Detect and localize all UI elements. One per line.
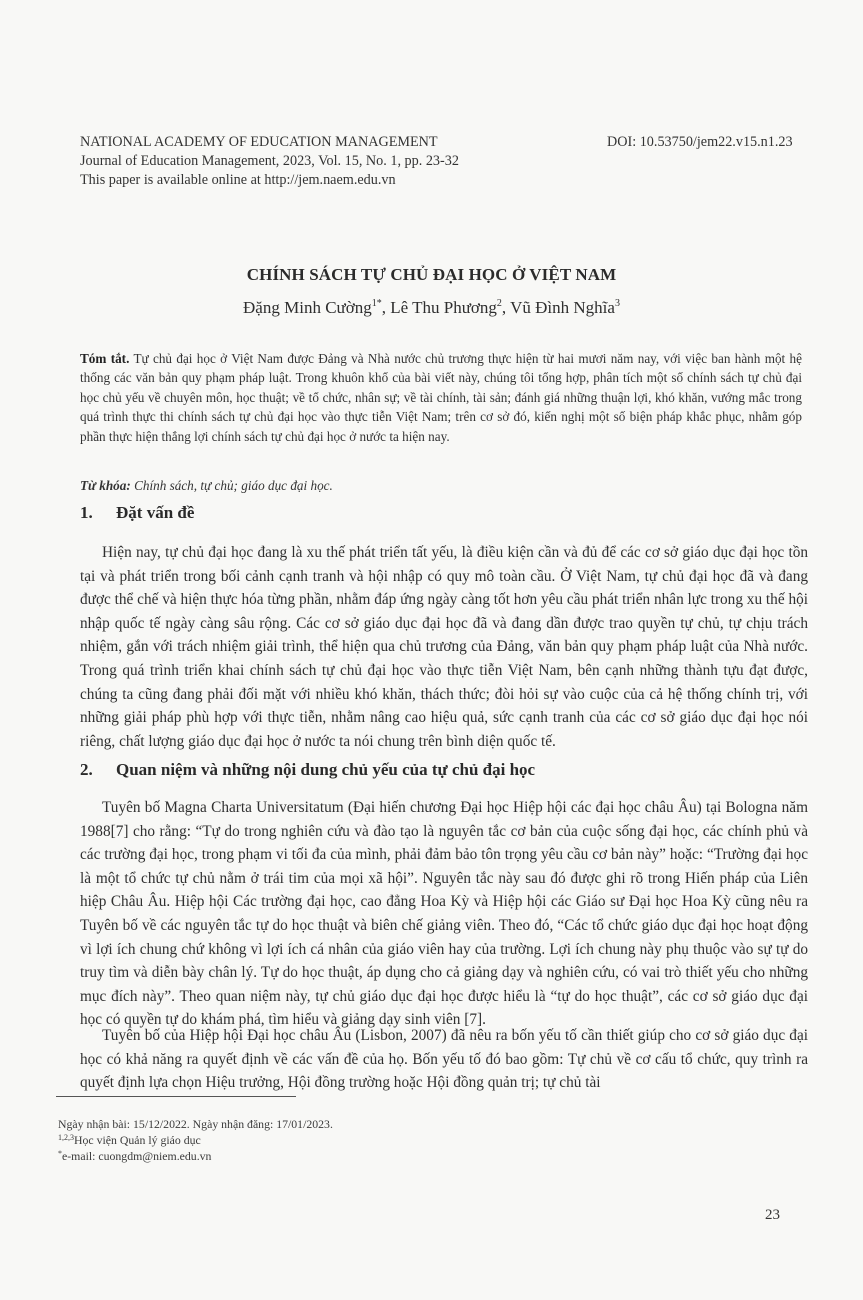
section-heading-2 [80, 760, 535, 780]
email-mark: * [58, 1149, 62, 1158]
footnotes [58, 1116, 333, 1164]
author-name: Lê Thu Phương [390, 298, 497, 317]
author-affiliation-mark: 2 [496, 298, 502, 309]
footnote-divider [56, 1096, 296, 1097]
keywords [80, 478, 333, 494]
affiliation-text: Học viện Quản lý giáo dục [74, 1133, 201, 1147]
section-title: Quan niệm và những nội dung chủ yếu của tự chủ đại học [116, 760, 536, 779]
section-number: 1. [80, 503, 93, 522]
doi: DOI: 10.53750/jem22.v15.n1.23 [607, 134, 793, 150]
section-heading-1 [80, 503, 194, 523]
article-title: CHÍNH SÁCH TỰ CHỦ ĐẠI HỌC Ở VIỆT NAM [246, 265, 617, 284]
received-dates: Ngày nhận bài: 15/12/2022. Ngày nhận đăng: 17/01/2023. [58, 1117, 333, 1131]
affiliation-marks: 1,2,3 [58, 1133, 74, 1142]
author-name: Vũ Đình Nghĩa [510, 298, 615, 317]
author-separator: , [501, 298, 511, 317]
paragraph: Tuyên bố của Hiệp hội Đại học châu Âu (Lisbon, 2007) đã nêu ra bốn yếu tố cần thiết giúp cho cơ sở giáo dục đại học có khả năng ra quyết định về các vấn đề của họ. Bốn yếu tố đó bao gồm: Tự chủ về cơ cấu tổ chức, quy trình ra quyết định lựa chọn Hiệu trưởng, Hội đồng trường hoặc Hội đồng quản trị; tự chủ tài [80, 1027, 808, 1092]
section-number: 2. [80, 760, 93, 779]
availability-note: This paper is available online at http://jem.naem.edu.vn [80, 172, 396, 188]
author-affiliation-mark: 1* [371, 298, 382, 309]
email-text: e-mail: cuongdm@niem.edu.vn [62, 1149, 212, 1163]
affiliation-note [58, 1132, 333, 1148]
abstract-label: Tóm tắt. [80, 351, 130, 366]
keywords-text: Chính sách, tự chủ; giáo dục đại học. [130, 478, 333, 493]
section-title: Đặt vấn đề [116, 503, 195, 522]
keywords-label: Từ khóa: [80, 478, 131, 493]
author-name: Đặng Minh Cường [243, 298, 372, 317]
author-affiliation-mark: 3 [614, 298, 620, 309]
page-number: 23 [765, 1207, 780, 1223]
paragraph: Tuyên bố Magna Charta Universitatum (Đại hiến chương Đại học Hiệp hội các đại học châu Âu) tại Bologna năm 1988[7] cho rằng: “Tự do trong nghiên cứu và đào tạo là nguyên tắc cơ bản của cuộc sống đại học, các chính phủ và các trường đại học, trong phạm vi tối đa của mình, phải đảm bảo tôn trọng yêu cầu cơ bản này” hoặc: “Trường đại học là một tổ chức tự chủ nằm ở trái tim của mọi xã hội”. Nguyên tắc này sau đó được ghi rõ trong Hiến pháp của Liên hiệp Châu Âu. Hiệp hội Các trường đại học, cao đẳng Hoa Kỳ và Hiệp hội các Giáo sư Đại học Hoa Kỳ cũng nêu ra Tuyên bố về các nguyên tắc tự do học thuật và biên chế giảng viên. Theo đó, “Các tổ chức giáo dục đại học hoạt động vì lợi ích chung chứ không vì lợi ích cá nhân của giáo viên hay của trường. Lợi ích chung này phụ thuộc vào sự tự do truy tìm và diễn bày chân lý. Tự do học thuật, áp dụng cho cả giảng dạy và nghiên cứu, có vai trò thiết yếu cho những mục đích này”. Theo quan niệm này, tự chủ giáo dục đại học được hiểu là “tự do học thuật”, các cơ sở giáo dục đại học có quyền tự do khám phá, tìm hiểu và giảng dạy sinh viên [7]. [80, 799, 808, 1029]
paragraph: Hiện nay, tự chủ đại học đang là xu thế phát triển tất yếu, là điều kiện cần và đủ để các cơ sở giáo dục đại học tồn tại và phát triển trong bối cảnh cạnh tranh và hội nhập có quy mô toàn cầu. Ở Việt Nam, tự chủ đại học đã và đang được thể chế và hiện thực hóa từng phần, nhằm đáp ứng ngày càng tốt hơn yêu cầu phát triển nhân lực trong xu thế hội nhập quốc tế ngày càng sâu rộng. Các cơ sở giáo dục đại học đã và đang dần được trao quyền tự chủ, tự chịu trách nhiệm, gắn với trách nhiệm giải trình, thể hiện qua chủ trương của Đảng, văn bản quy phạm pháp luật của Nhà nước. Trong quá trình triển khai chính sách tự chủ đại học vào thực tiễn Việt Nam, bên cạnh những thành tựu đạt được, chúng ta cũng đang phải đối mặt với nhiều khó khăn, thách thức; đòi hỏi sự vào cuộc của cả hệ thống chính trị, với những giải pháp phù hợp với thực tiễn, nhằm nâng cao hiệu quả, sức cạnh tranh của các cơ sở giáo dục đại học nói riêng, chất lượng giáo dục đại học ở nước ta nói chung trên bình diện quốc tế. [80, 544, 808, 750]
author-list [0, 298, 863, 318]
abstract-text: Tự chủ đại học ở Việt Nam được Đảng và Nhà nước chủ trương thực hiện từ hai mươi năm nay, với việc ban hành một hệ thống các văn bản quy phạm pháp luật. Trong khuôn khổ của bài viết này, chúng tôi tổng hợp, phân tích một số chính sách tự chủ đại học chủ yếu về chuyên môn, học thuật; về tổ chức, nhân sự; về tài chính, tài sản; đánh giá những thuận lợi, khó khăn, vướng mắc trong quá trình thực thi chính sách tự chủ đại học vào thực tiễn Việt Nam; trên cơ sở đó, kiến nghị một số biện pháp khắc phục, nhằm góp phần thực hiện thắng lợi chính sách tự chủ đại học ở nước ta hiện nay. [80, 351, 802, 444]
abstract [80, 349, 802, 446]
journal-header [80, 133, 459, 190]
email-note [58, 1148, 333, 1164]
author-separator: , [381, 298, 391, 317]
institution-name: NATIONAL ACADEMY OF EDUCATION MANAGEMENT [80, 134, 438, 150]
journal-citation: Journal of Education Management, 2023, Vol. 15, No. 1, pp. 23-32 [80, 153, 459, 169]
